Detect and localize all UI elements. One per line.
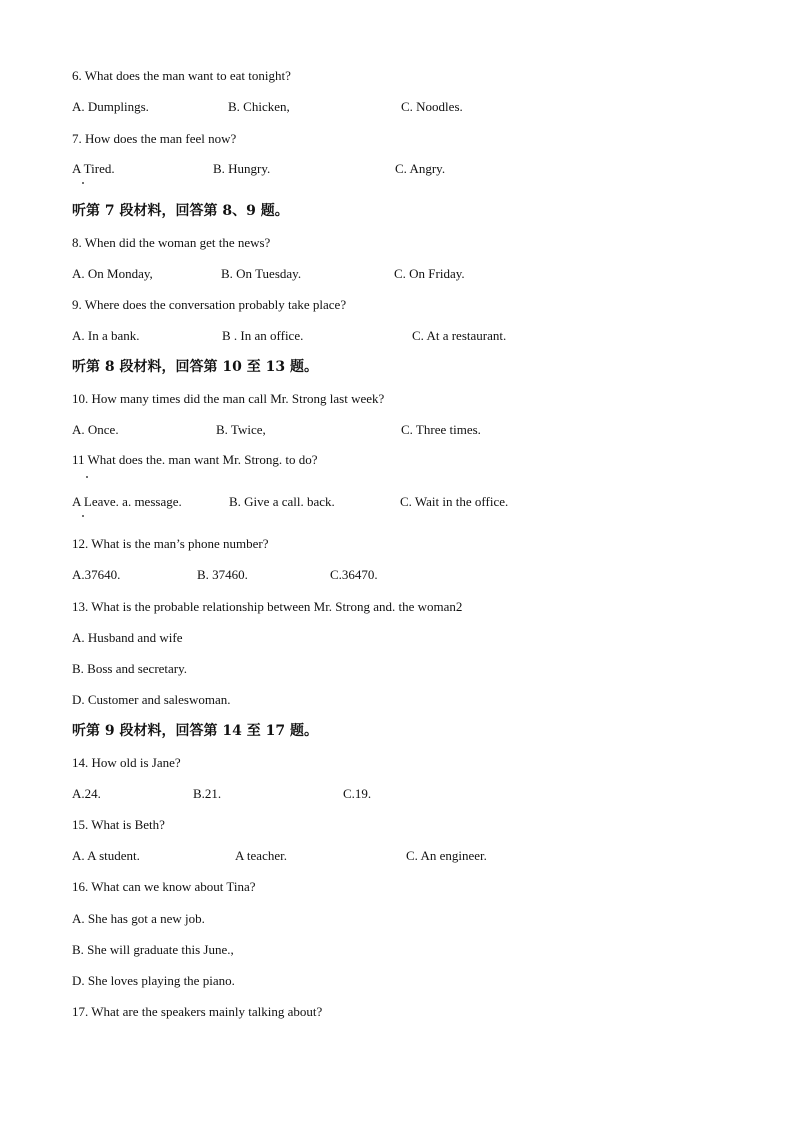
q16-option-b: B. She will graduate this June., bbox=[72, 942, 234, 957]
question-12: 12. What is the man’s phone number? bbox=[72, 536, 269, 551]
question-7: 7. How does the man feel now? bbox=[72, 131, 237, 146]
q13-option-b: B. Boss and secretary. bbox=[72, 661, 188, 676]
q13-option-d: D. Customer and saleswoman. bbox=[72, 692, 231, 707]
q11-option-a: A Leave. a. message. bbox=[72, 494, 182, 509]
q10-option-a: A. Once. bbox=[72, 422, 119, 437]
q13-option-a: A. Husband and wife bbox=[72, 630, 183, 645]
question-11: 11 What does the. man want Mr. Strong. to do? bbox=[72, 452, 318, 467]
q14-option-a: A.24. bbox=[72, 786, 101, 801]
artifact-dot bbox=[86, 476, 88, 478]
q14-option-c: C.19. bbox=[343, 786, 372, 801]
question-15: 15. What is Beth? bbox=[72, 817, 165, 832]
question-16: 16. What can we know about Tina? bbox=[72, 879, 256, 894]
q6-option-c: C. Noodles. bbox=[401, 99, 463, 114]
q6-option-a: A. Dumplings. bbox=[72, 99, 149, 114]
question-17: 17. What are the speakers mainly talking about? bbox=[72, 1004, 323, 1019]
q16-option-d: D. She loves playing the piano. bbox=[72, 973, 235, 988]
q9-option-c: C. At a restaurant. bbox=[412, 328, 507, 343]
q8-option-b: B. On Tuesday. bbox=[221, 266, 302, 281]
question-6: 6. What does the man want to eat tonight? bbox=[72, 68, 291, 83]
q14-option-b: B.21. bbox=[193, 786, 222, 801]
section-heading-8: 听第 8 段材料，回答第 10 至 13 题。 bbox=[72, 359, 318, 375]
question-9: 9. Where does the conversation probably take place? bbox=[72, 297, 347, 312]
q7-option-a: A Tired. bbox=[72, 161, 115, 176]
q7-option-c: C. Angry. bbox=[395, 161, 446, 176]
section-heading-9: 听第 9 段材料，回答第 14 至 17 题。 bbox=[72, 723, 318, 739]
q10-option-b: B. Twice, bbox=[216, 422, 266, 437]
q15-option-b: A teacher. bbox=[235, 848, 287, 863]
question-8: 8. When did the woman get the news? bbox=[72, 235, 271, 250]
q9-option-a: A. In a bank. bbox=[72, 328, 140, 343]
artifact-dot bbox=[82, 515, 84, 517]
q10-option-c: C. Three times. bbox=[401, 422, 481, 437]
q6-option-b: B. Chicken, bbox=[228, 99, 290, 114]
q7-option-b: B. Hungry. bbox=[213, 161, 271, 176]
q9-option-b: B . In an office. bbox=[222, 328, 304, 343]
q12-option-a: A.37640. bbox=[72, 567, 121, 582]
section-heading-7: 听第 7 段材料，回答第 8、9 题。 bbox=[72, 203, 289, 219]
q11-option-b: B. Give a call. back. bbox=[229, 494, 335, 509]
question-10: 10. How many times did the man call Mr. Strong last week? bbox=[72, 391, 385, 406]
q11-option-c: C. Wait in the office. bbox=[400, 494, 509, 509]
q12-option-c: C.36470. bbox=[330, 567, 378, 582]
q12-option-b: B. 37460. bbox=[197, 567, 248, 582]
q16-option-a: A. She has got a new job. bbox=[72, 911, 205, 926]
q15-option-a: A. A student. bbox=[72, 848, 140, 863]
artifact-dot bbox=[82, 182, 84, 184]
q8-option-a: A. On Monday, bbox=[72, 266, 153, 281]
question-14: 14. How old is Jane? bbox=[72, 755, 181, 770]
question-13: 13. What is the probable relationship between Mr. Strong and. the woman2 bbox=[72, 599, 463, 614]
q8-option-c: C. On Friday. bbox=[394, 266, 465, 281]
q15-option-c: C. An engineer. bbox=[406, 848, 487, 863]
